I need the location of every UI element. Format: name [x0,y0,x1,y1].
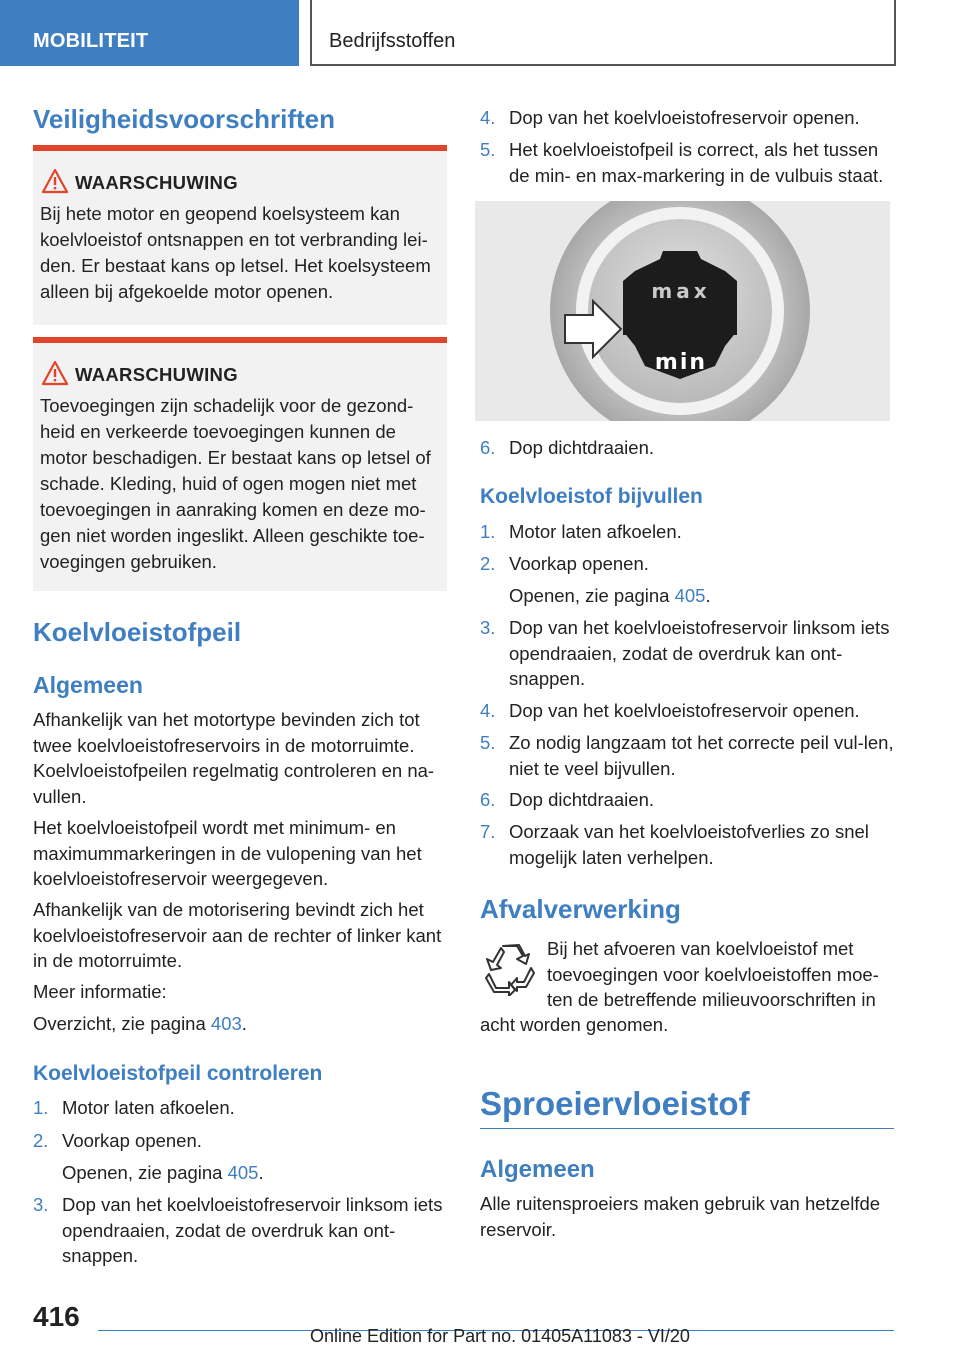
paragraph: Afhankelijk van het motortype bevinden zich tot twee koelvloeistofreservoirs in de motorruimte. Koelvloeistofpeilen regelmatig controleren en na-vullen. [33,709,435,807]
coolant-reservoir-photo [475,201,890,421]
min-marking: min [654,350,708,375]
heading-rule [480,1128,894,1129]
paragraph: Afhankelijk van de motorisering bevindt zich het koelvloeistofreservoir aan de rechter of linker kant in de motorruimte. [33,899,442,971]
recycling-icon [481,940,539,996]
paragraph: Meer informatie: [33,981,167,1002]
coolant-level-heading: Koelvloeistofpeil [33,617,242,647]
paragraph: Alle ruitensproeiers maken gebruik van hetzelfde reservoir. [480,1193,881,1240]
reservoir-illustration [475,201,890,421]
warning-body: Toevoegingen zijn schadelijk voor de gezond-heid en verkeerde toevoegingen kunnen de motor beschadigen. Er bestaat kans op letsel of schade. Kleding, huid of ogen mogen niet met toevoegingen in aanraking komen en deze mo-gen niet worden ingeslikt. Alleen geschikte toe-voegingen gebruiken. [40,395,431,572]
page-link-405[interactable]: 405 [674,585,706,606]
paragraph-reference: Overzicht, zie pagina 403. [33,1013,247,1034]
edition-text: Online Edition for Part no. 01405A11083 - VI/20 [310,1326,690,1346]
page-number: 416 [33,1301,80,1332]
paragraph: Het koelvloeistofpeil wordt met minimum- en maximummarkeringen in de vulopening van het koelvloeistofreservoir weergegeven. [33,817,422,889]
warning-box-additives [33,337,447,591]
general-heading: Algemeen [480,1156,595,1183]
fill-coolant-heading: Koelvloeistof bijvullen [480,485,703,508]
warning-triangle-icon [41,360,69,386]
page-link-403[interactable]: 403 [210,1013,242,1034]
page-link-405[interactable]: 405 [227,1162,259,1183]
warning-body: Bij hete motor en geopend koelsysteem kan koelvloeistof ontsnappen en tot verbranding lei-den. Er bestaat kans op letsel. Het koelsysteem alleen bij afgekoelde motor openen. [40,203,431,302]
warning-triangle-icon [41,168,69,194]
warning-title: WAARSCHUWING [75,172,238,193]
header-section-label: MOBILITEIT [33,30,149,52]
washer-fluid-heading: Sproeiervloeistof [480,1085,750,1122]
list-subtext: Openen, zie pagina 405. [509,585,711,606]
header-chapter-label: Bedrijfsstoffen [329,30,456,52]
list-subtext: Openen, zie pagina 405. [62,1162,264,1183]
general-heading: Algemeen [33,672,143,698]
check-level-heading: Koelvloeistofpeil controleren [33,1062,323,1085]
max-marking: max [651,279,711,303]
warning-title: WAARSCHUWING [75,364,238,385]
warning-box-hot-engine [33,145,447,325]
safety-title: Veiligheidsvoorschriften [33,104,335,134]
disposal-text: Bij het afvoeren van koelvloeistof met toevoegingen voor koelvloeistoffen moe-ten de betreffende milieuvoorschriften in [547,938,879,1010]
header-section-tab[interactable] [0,0,299,66]
disposal-heading: Afvalverwerking [480,894,681,924]
disposal-text-cont: acht worden genomen. [480,1014,669,1035]
header-chapter-tab [310,0,896,66]
